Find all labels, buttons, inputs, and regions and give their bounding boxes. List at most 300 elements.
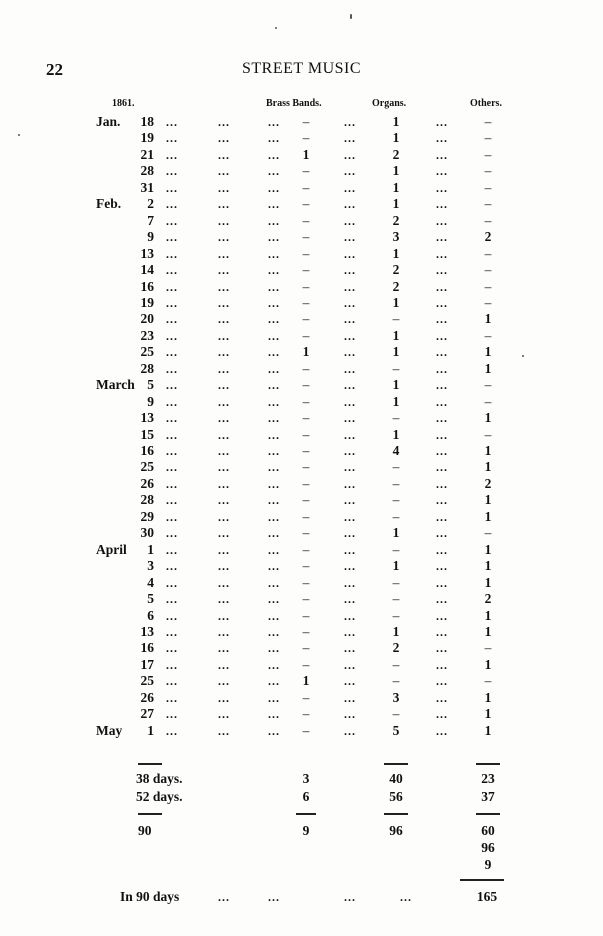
others-addition-value: 9 bbox=[484, 857, 492, 872]
leader-dots: ... bbox=[436, 361, 448, 376]
leader-dots: ... bbox=[436, 624, 448, 639]
leader-dots: ... bbox=[268, 180, 280, 195]
leader-dots: ... bbox=[344, 312, 356, 327]
organs-value: 1 bbox=[392, 130, 400, 146]
leader-dots: ... bbox=[166, 542, 178, 557]
day-number: 28 bbox=[140, 163, 154, 179]
others-value: 2 bbox=[484, 475, 492, 491]
leader-dots: ... bbox=[436, 690, 448, 705]
table-row bbox=[0, 542, 603, 558]
organs-value: 1 bbox=[392, 393, 400, 409]
brass-bands-value: 1 bbox=[302, 344, 310, 360]
brass-bands-value: – bbox=[302, 410, 310, 426]
table-row bbox=[0, 311, 603, 327]
leader-dots: ... bbox=[166, 394, 178, 409]
leader-dots: ... bbox=[268, 378, 280, 393]
organs-value: 1 bbox=[392, 163, 400, 179]
organs-value: 1 bbox=[392, 525, 400, 541]
table-row bbox=[0, 147, 603, 163]
brass-bands-value: – bbox=[302, 706, 310, 722]
leader-dots: ... bbox=[344, 147, 356, 162]
month-label: March bbox=[96, 377, 135, 393]
others-value: – bbox=[484, 377, 492, 393]
leader-dots: ... bbox=[268, 526, 280, 541]
brass-bands-value: – bbox=[302, 591, 310, 607]
leader-dots: ... bbox=[344, 493, 356, 508]
leader-dots: ... bbox=[436, 542, 448, 557]
leader-dots: ... bbox=[344, 460, 356, 475]
leader-dots: ... bbox=[166, 295, 178, 310]
total-rule-others bbox=[476, 813, 500, 815]
organs-value: – bbox=[392, 574, 400, 590]
leader-dots: ... bbox=[344, 361, 356, 376]
leader-dots: ... bbox=[268, 674, 280, 689]
leader-dots: ... bbox=[166, 641, 178, 656]
leader-dots: ... bbox=[218, 279, 230, 294]
leader-dots: ... bbox=[268, 361, 280, 376]
brass-bands-value: – bbox=[302, 294, 310, 310]
day-number: 15 bbox=[140, 426, 154, 442]
table-row bbox=[0, 443, 603, 459]
leader-dots: ... bbox=[218, 378, 230, 393]
leader-dots: ... bbox=[166, 690, 178, 705]
day-number: 2 bbox=[147, 196, 154, 212]
leader-dots: ... bbox=[166, 213, 178, 228]
leader-dots: ... bbox=[218, 575, 230, 590]
brass-bands-value: – bbox=[302, 574, 310, 590]
leader-dots: ... bbox=[436, 493, 448, 508]
leader-dots: ... bbox=[344, 246, 356, 261]
brass-bands-value: 1 bbox=[302, 673, 310, 689]
brass-bands-value: – bbox=[302, 541, 310, 557]
brass-bands-value: – bbox=[302, 640, 310, 656]
leader-dots: ... bbox=[400, 890, 412, 904]
leader-dots: ... bbox=[166, 312, 178, 327]
leader-dots: ... bbox=[436, 723, 448, 738]
leader-dots: ... bbox=[268, 890, 280, 904]
leader-dots: ... bbox=[166, 411, 178, 426]
leader-dots: ... bbox=[166, 624, 178, 639]
leader-dots: ... bbox=[436, 131, 448, 146]
table-row bbox=[0, 344, 603, 360]
table-row bbox=[0, 328, 603, 344]
leader-dots: ... bbox=[436, 345, 448, 360]
leader-dots: ... bbox=[344, 559, 356, 574]
leader-dots: ... bbox=[344, 476, 356, 491]
leader-dots: ... bbox=[218, 131, 230, 146]
leader-dots: ... bbox=[218, 180, 230, 195]
leader-dots: ... bbox=[268, 608, 280, 623]
others-value: 2 bbox=[484, 229, 492, 245]
leader-dots: ... bbox=[218, 230, 230, 245]
brass-bands-value: – bbox=[302, 327, 310, 343]
organs-value: – bbox=[392, 360, 400, 376]
day-number: 16 bbox=[140, 640, 154, 656]
others-value: – bbox=[484, 294, 492, 310]
table-row bbox=[0, 196, 603, 212]
organs-value: 1 bbox=[392, 179, 400, 195]
others-value: 1 bbox=[484, 360, 492, 376]
leader-dots: ... bbox=[436, 476, 448, 491]
organs-value: – bbox=[392, 673, 400, 689]
day-number: 5 bbox=[147, 377, 154, 393]
leader-dots: ... bbox=[218, 641, 230, 656]
brass-bands-value: – bbox=[302, 130, 310, 146]
leader-dots: ... bbox=[436, 197, 448, 212]
organs-value: 3 bbox=[392, 689, 400, 705]
others-value: 1 bbox=[484, 722, 492, 738]
organs-value: 1 bbox=[392, 294, 400, 310]
organs-value: 5 bbox=[392, 722, 400, 738]
others-value: 1 bbox=[484, 623, 492, 639]
leader-dots: ... bbox=[218, 509, 230, 524]
table-row bbox=[0, 640, 603, 656]
organs-value: – bbox=[392, 607, 400, 623]
leader-dots: ... bbox=[218, 476, 230, 491]
leader-dots: ... bbox=[268, 263, 280, 278]
day-number: 26 bbox=[140, 475, 154, 491]
leader-dots: ... bbox=[218, 328, 230, 343]
brass-bands-value: – bbox=[302, 722, 310, 738]
brass-bands-value: – bbox=[302, 558, 310, 574]
leader-dots: ... bbox=[218, 542, 230, 557]
leader-dots: ... bbox=[218, 263, 230, 278]
leader-dots: ... bbox=[166, 345, 178, 360]
table-row bbox=[0, 591, 603, 607]
leader-dots: ... bbox=[436, 147, 448, 162]
leader-dots: ... bbox=[218, 690, 230, 705]
organs-value: 2 bbox=[392, 262, 400, 278]
brass-bands-value: – bbox=[302, 459, 310, 475]
leader-dots: ... bbox=[218, 460, 230, 475]
leader-dots: ... bbox=[436, 394, 448, 409]
total-rule-left bbox=[138, 813, 162, 815]
others-value: 1 bbox=[484, 574, 492, 590]
leader-dots: ... bbox=[166, 575, 178, 590]
leader-dots: ... bbox=[436, 230, 448, 245]
total-brass: 9 bbox=[302, 823, 310, 838]
leader-dots: ... bbox=[218, 526, 230, 541]
column-header-organs: Organs. bbox=[372, 98, 407, 109]
day-number: 9 bbox=[147, 393, 154, 409]
others-value: – bbox=[484, 426, 492, 442]
organs-value: 1 bbox=[392, 426, 400, 442]
organs-value: 1 bbox=[392, 623, 400, 639]
day-number: 31 bbox=[140, 179, 154, 195]
table-row bbox=[0, 459, 603, 475]
leader-dots: ... bbox=[268, 312, 280, 327]
leader-dots: ... bbox=[218, 723, 230, 738]
leader-dots: ... bbox=[268, 723, 280, 738]
brass-bands-value: – bbox=[302, 393, 310, 409]
leader-dots: ... bbox=[268, 657, 280, 672]
leader-dots: ... bbox=[166, 279, 178, 294]
leader-dots: ... bbox=[436, 328, 448, 343]
table-row bbox=[0, 673, 603, 689]
subtotal-brass: 6 bbox=[302, 789, 310, 804]
table-row bbox=[0, 624, 603, 640]
brass-bands-value: – bbox=[302, 656, 310, 672]
brass-bands-value: – bbox=[302, 607, 310, 623]
brass-bands-value: – bbox=[302, 163, 310, 179]
leader-dots: ... bbox=[218, 246, 230, 261]
brass-bands-value: – bbox=[302, 475, 310, 491]
leader-dots: ... bbox=[268, 295, 280, 310]
organs-value: 2 bbox=[392, 146, 400, 162]
organs-value: – bbox=[392, 591, 400, 607]
leader-dots: ... bbox=[166, 444, 178, 458]
leader-dots: ... bbox=[268, 641, 280, 656]
grand-total-rule bbox=[460, 879, 504, 881]
leader-dots: ... bbox=[344, 131, 356, 146]
leader-dots: ... bbox=[218, 624, 230, 639]
organs-value: – bbox=[392, 541, 400, 557]
leader-dots: ... bbox=[436, 444, 448, 458]
leader-dots: ... bbox=[268, 131, 280, 146]
leader-dots: ... bbox=[268, 147, 280, 162]
organs-value: 1 bbox=[392, 114, 400, 129]
day-number: 19 bbox=[140, 130, 154, 146]
organs-value: – bbox=[392, 410, 400, 426]
table-row bbox=[0, 492, 603, 508]
leader-dots: ... bbox=[166, 559, 178, 574]
leader-dots: ... bbox=[436, 641, 448, 656]
others-value: – bbox=[484, 179, 492, 195]
total-organs: 96 bbox=[389, 823, 403, 838]
day-number: 14 bbox=[140, 262, 154, 278]
leader-dots: ... bbox=[218, 394, 230, 409]
brass-bands-value: 1 bbox=[302, 146, 310, 162]
leader-dots: ... bbox=[344, 690, 356, 705]
leader-dots: ... bbox=[344, 575, 356, 590]
leader-dots: ... bbox=[344, 444, 356, 458]
organs-value: 3 bbox=[392, 229, 400, 245]
leader-dots: ... bbox=[218, 213, 230, 228]
others-value: 1 bbox=[484, 558, 492, 574]
leader-dots: ... bbox=[436, 592, 448, 607]
table-row bbox=[0, 657, 603, 673]
table-row bbox=[0, 163, 603, 179]
others-value: 1 bbox=[484, 689, 492, 705]
leader-dots: ... bbox=[268, 213, 280, 228]
others-value: 2 bbox=[484, 591, 492, 607]
leader-dots: ... bbox=[166, 707, 178, 722]
table-row bbox=[0, 361, 603, 377]
brass-bands-value: – bbox=[302, 360, 310, 376]
leader-dots: ... bbox=[218, 197, 230, 212]
subtotal-label: 38 days. bbox=[136, 771, 183, 786]
others-value: – bbox=[484, 278, 492, 294]
others-value: – bbox=[484, 212, 492, 228]
day-number: 27 bbox=[140, 706, 154, 722]
leader-dots: ... bbox=[436, 115, 448, 129]
leader-dots: ... bbox=[268, 164, 280, 179]
leader-dots: ... bbox=[218, 345, 230, 360]
table-row bbox=[0, 114, 603, 130]
table-row bbox=[0, 229, 603, 245]
organs-value: 1 bbox=[392, 196, 400, 212]
leader-dots: ... bbox=[166, 197, 178, 212]
leader-dots: ... bbox=[344, 378, 356, 393]
leader-dots: ... bbox=[166, 230, 178, 245]
page-number: 22 bbox=[46, 60, 63, 79]
month-label: Feb. bbox=[96, 196, 122, 212]
subtotal-label: 52 days. bbox=[136, 789, 183, 804]
leader-dots: ... bbox=[436, 608, 448, 623]
leader-dots: ... bbox=[268, 115, 280, 129]
others-value: 1 bbox=[484, 706, 492, 722]
leader-dots: ... bbox=[436, 526, 448, 541]
organs-value: 1 bbox=[392, 327, 400, 343]
leader-dots: ... bbox=[268, 592, 280, 607]
others-value: 1 bbox=[484, 492, 492, 508]
subtotal-organs: 40 bbox=[389, 771, 403, 786]
total-label: 90 bbox=[138, 823, 152, 838]
leader-dots: ... bbox=[344, 657, 356, 672]
leader-dots: ... bbox=[218, 427, 230, 442]
day-number: 28 bbox=[140, 492, 154, 508]
leader-dots: ... bbox=[268, 394, 280, 409]
leader-dots: ... bbox=[218, 674, 230, 689]
leader-dots: ... bbox=[344, 641, 356, 656]
leader-dots: ... bbox=[268, 345, 280, 360]
leader-dots: ... bbox=[344, 608, 356, 623]
organs-value: 1 bbox=[392, 377, 400, 393]
day-number: 29 bbox=[140, 508, 154, 524]
others-value: 1 bbox=[484, 541, 492, 557]
organs-value: – bbox=[392, 475, 400, 491]
day-number: 23 bbox=[140, 327, 154, 343]
leader-dots: ... bbox=[344, 624, 356, 639]
leader-dots: ... bbox=[166, 493, 178, 508]
brass-bands-value: – bbox=[302, 377, 310, 393]
leader-dots: ... bbox=[344, 592, 356, 607]
leader-dots: ... bbox=[268, 707, 280, 722]
leader-dots: ... bbox=[218, 115, 230, 129]
leader-dots: ... bbox=[218, 444, 230, 458]
table-row bbox=[0, 130, 603, 146]
leader-dots: ... bbox=[268, 230, 280, 245]
others-value: – bbox=[484, 262, 492, 278]
leader-dots: ... bbox=[218, 164, 230, 179]
subtotal-rule-left bbox=[138, 763, 162, 765]
subtotal-rule-organs bbox=[384, 763, 408, 765]
day-number: 9 bbox=[147, 229, 154, 245]
others-value: – bbox=[484, 525, 492, 541]
organs-value: – bbox=[392, 706, 400, 722]
total-rule-brass bbox=[296, 813, 316, 815]
leader-dots: ... bbox=[166, 509, 178, 524]
brass-bands-value: – bbox=[302, 212, 310, 228]
leader-dots: ... bbox=[344, 230, 356, 245]
organs-value: – bbox=[392, 459, 400, 475]
leader-dots: ... bbox=[218, 411, 230, 426]
leader-dots: ... bbox=[436, 263, 448, 278]
others-value: – bbox=[484, 114, 492, 129]
leader-dots: ... bbox=[344, 164, 356, 179]
leader-dots: ... bbox=[166, 164, 178, 179]
subtotal-brass: 3 bbox=[302, 771, 310, 786]
day-number: 5 bbox=[147, 591, 154, 607]
others-value: – bbox=[484, 393, 492, 409]
leader-dots: ... bbox=[344, 263, 356, 278]
leader-dots: ... bbox=[268, 279, 280, 294]
leader-dots: ... bbox=[344, 674, 356, 689]
leader-dots: ... bbox=[268, 575, 280, 590]
table-row bbox=[0, 706, 603, 722]
leader-dots: ... bbox=[268, 542, 280, 557]
leader-dots: ... bbox=[344, 427, 356, 442]
organs-value: – bbox=[392, 311, 400, 327]
scan-speck bbox=[350, 14, 352, 19]
organs-value: 4 bbox=[392, 443, 400, 458]
leader-dots: ... bbox=[218, 559, 230, 574]
organs-value: – bbox=[392, 656, 400, 672]
leader-dots: ... bbox=[166, 674, 178, 689]
organs-value: 2 bbox=[392, 278, 400, 294]
leader-dots: ... bbox=[268, 197, 280, 212]
leader-dots: ... bbox=[268, 460, 280, 475]
others-addition bbox=[0, 856, 603, 874]
leader-dots: ... bbox=[268, 493, 280, 508]
others-value: – bbox=[484, 196, 492, 212]
brass-bands-value: – bbox=[302, 278, 310, 294]
leader-dots: ... bbox=[344, 180, 356, 195]
day-number: 21 bbox=[140, 146, 154, 162]
table-row bbox=[0, 723, 603, 739]
leader-dots: ... bbox=[166, 328, 178, 343]
leader-dots: ... bbox=[344, 411, 356, 426]
others-value: 1 bbox=[484, 344, 492, 360]
leader-dots: ... bbox=[268, 246, 280, 261]
subtotal-organs: 56 bbox=[389, 789, 403, 804]
leader-dots: ... bbox=[436, 164, 448, 179]
day-number: 20 bbox=[140, 311, 154, 327]
leader-dots: ... bbox=[218, 361, 230, 376]
total-row bbox=[0, 822, 603, 840]
leader-dots: ... bbox=[436, 295, 448, 310]
scan-speck bbox=[18, 134, 20, 136]
leader-dots: ... bbox=[218, 592, 230, 607]
day-number: 25 bbox=[140, 459, 154, 475]
leader-dots: ... bbox=[218, 707, 230, 722]
leader-dots: ... bbox=[218, 312, 230, 327]
leader-dots: ... bbox=[344, 328, 356, 343]
day-number: 13 bbox=[140, 623, 154, 639]
others-value: – bbox=[484, 130, 492, 146]
leader-dots: ... bbox=[166, 608, 178, 623]
leader-dots: ... bbox=[218, 890, 230, 904]
table-row bbox=[0, 509, 603, 525]
day-number: 3 bbox=[147, 558, 154, 574]
month-label: April bbox=[96, 541, 127, 557]
leader-dots: ... bbox=[344, 213, 356, 228]
leader-dots: ... bbox=[436, 378, 448, 393]
leader-dots: ... bbox=[268, 690, 280, 705]
leader-dots: ... bbox=[436, 279, 448, 294]
day-number: 13 bbox=[140, 245, 154, 261]
leader-dots: ... bbox=[344, 394, 356, 409]
leader-dots: ... bbox=[166, 131, 178, 146]
others-value: – bbox=[484, 245, 492, 261]
brass-bands-value: – bbox=[302, 492, 310, 508]
organs-value: – bbox=[392, 508, 400, 524]
others-value: 1 bbox=[484, 443, 492, 458]
day-number: 25 bbox=[140, 673, 154, 689]
table-row bbox=[0, 246, 603, 262]
day-number: 30 bbox=[140, 525, 154, 541]
table-row bbox=[0, 575, 603, 591]
